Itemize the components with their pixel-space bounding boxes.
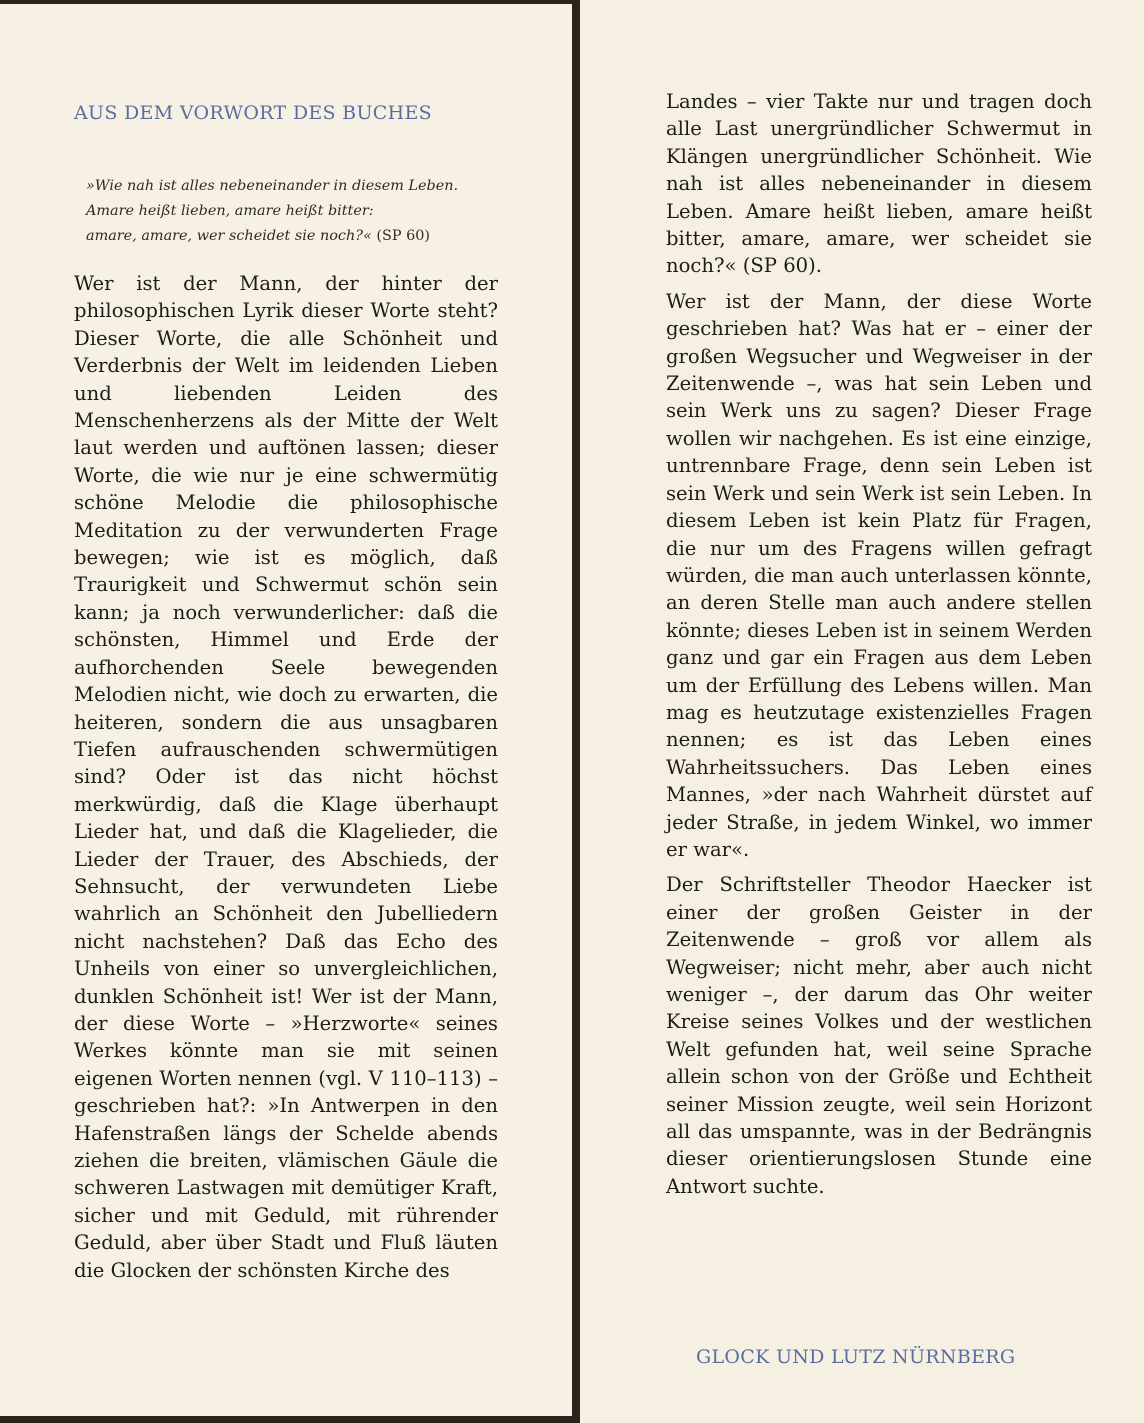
right-paragraph-3: Der Schriftsteller Theodor Haecker ist einer der großen Geister in der Zeitenwende – groß vor allem als Wegweiser; nicht mehr, aber auch nicht weniger –, der darum das Ohr weiter Kreise seines Volkes und der westlichen Welt gefunden hat, weil seine Sprache allein schon von der Größe und Echtheit seiner Mission zeugte, weil sein Horizont all das umspannte, was in der Bedrängnis dieser orientierungslosen Stunde eine Antwort suchte. [666, 873, 1092, 1198]
left-paragraph: Wer ist der Mann, der hinter der philosophischen Lyrik dieser Worte steht? Dieser Worte, die alle Schönheit und Verderbnis der Welt im leidenden Lieben und liebenden Leiden des Menschenherzens als der Mitte der Welt laut werden und auftönen lassen; dieser Worte, die wie nur je eine schwermütig schöne Melodie die philosophische Meditation zu der verwunderten Frage bewegen; wie ist es möglich, daß Traurigkeit und Schwermut schön sein kann; ja noch verwunderlicher: daß die schönsten, Himmel und Erde der aufhorchenden Seele bewegenden Melodien nicht, wie doch zu erwarten, die heiteren, sondern die aus unsagbaren Tiefen aufrauschenden schwermütigen sind? Oder ist das nicht höchst merkwürdig, daß die Klage überhaupt Lieder hat, und daß die Klagelieder, die Lieder der Trauer, des Abschieds, der Sehnsucht, der verwundeten Liebe wahrlich an Schönheit den Jubelliedern nicht nachstehen? Daß das Echo des Unheils von einer so unvergleichlichen, dunklen Schönheit ist! Wer ist der Mann, der diese Worte – »Herzworte« seines Werkes könnte man sie mit seinen eigenen Worten nennen (vgl. V 110–113) – geschrieben hat?: »In Antwerpen in den Hafenstraßen längs der Schelde abends ziehen die breiten, vlämischen Gäule die schweren Lastwagen mit demütiger Kraft, sicher und mit Geduld, mit rührender Geduld, aber über Stadt und Fluß läuten die Glocken der schönsten Kirche des [74, 272, 498, 1282]
motto-line-3 [86, 224, 506, 249]
left-body-text [74, 270, 498, 1284]
motto-line-1: »Wie nah ist alles nebeneinander in diesem Leben. [86, 178, 459, 194]
motto-quote [86, 174, 506, 249]
publisher-name: GLOCK UND LUTZ NÜRNBERG [696, 1346, 1016, 1368]
right-page [580, 0, 1144, 1423]
left-page [0, 4, 572, 1416]
right-body-text [666, 88, 1092, 1200]
right-paragraph-1: Landes – vier Takte nur und tragen doch alle Last unergründlicher Schwermut in Klängen unergründlicher Schönheit. Wie nah ist alles nebeneinander in diesem Leben. Amare heißt lieben, amare heißt bitter, amare, amare, wer scheidet sie noch?« (SP 60). [666, 90, 1092, 278]
motto-reference: (SP 60) [376, 228, 430, 244]
section-heading: AUS DEM VORWORT DES BUCHES [74, 102, 432, 124]
motto-line-3-text: amare, amare, wer scheidet sie noch?« [86, 228, 372, 244]
right-paragraph-2: Wer ist der Mann, der diese Worte geschrieben hat? Was hat er – einer der großen Wegsucher und Wegweiser in der Zeitenwende –, was hat sein Leben und sein Werk uns zu sagen? Dieser Frage wollen wir nachgehen. Es ist eine einzige, untrennbare Frage, denn sein Leben ist sein Werk und sein Werk ist sein Leben. In diesem Leben ist kein Platz für Fragen, die nur um des Fragens willen gefragt würden, die man auch unterlassen könnte, an deren Stelle man auch andere stellen könnte; dieses Leben ist in seinem Werden ganz und gar ein Fragen aus dem Leben um der Erfüllung des Lebens willen. Man mag es heutzutage existenzielles Fragen nennen; es ist das Leben eines Wahrheitssuchers. Das Leben eines Mannes, »der nach Wahrheit dürstet auf jeder Straße, in jedem Winkel, wo immer er war«. [666, 289, 1092, 861]
motto-line-2: Amare heißt lieben, amare heißt bitter: [86, 203, 374, 219]
